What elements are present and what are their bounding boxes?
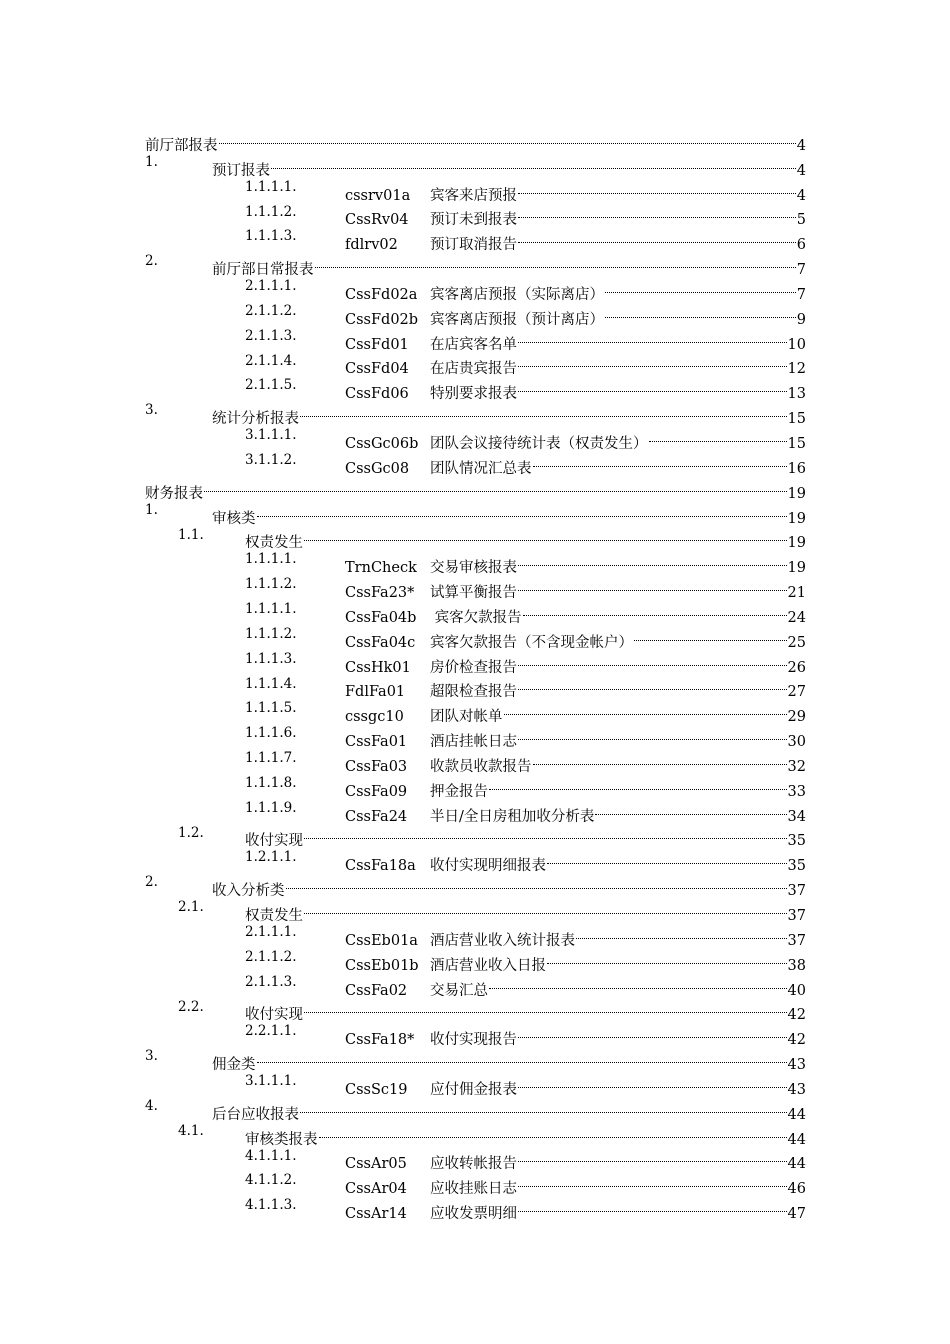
toc-entry-report-code: CssFa01 <box>345 734 408 751</box>
toc-entry[interactable] <box>0 721 950 751</box>
toc-entry-title: 前厅部日常报表 <box>212 262 314 279</box>
toc-dot-leader <box>547 945 787 970</box>
toc-entry-number: 3.1.1.1. <box>245 1073 297 1090</box>
toc-entry-report-code: CssRv04 <box>345 212 409 229</box>
toc-entry-page-number: 32 <box>787 758 806 775</box>
toc-entry-page-number: 9 <box>796 311 806 328</box>
toc-entry-number: 2.1.1.3. <box>245 973 297 990</box>
toc-entry[interactable] <box>0 547 950 577</box>
toc-entry-number: 2.1.1.4. <box>245 352 297 369</box>
toc-entry-report-code: CssAr04 <box>345 1181 407 1198</box>
toc-entry-number: 2.1.1.2. <box>245 948 297 965</box>
toc-entry[interactable] <box>0 224 950 254</box>
toc-entry-page-number: 6 <box>796 237 806 254</box>
toc-entry-report-code: CssFd02a <box>345 286 418 303</box>
toc-dot-leader <box>518 1144 787 1169</box>
toc-entry-number: 2.1. <box>178 899 204 916</box>
toc-entry-page-number: 37 <box>787 883 806 900</box>
toc-entry[interactable] <box>0 274 950 303</box>
toc-entry[interactable] <box>0 597 950 626</box>
toc-entry-page-number: 15 <box>787 411 806 428</box>
toc-entry-page-number: 35 <box>787 858 806 875</box>
toc-entry-number: 4. <box>145 1097 158 1114</box>
toc-entry-report-code: CssFd04 <box>345 361 409 378</box>
toc-entry-number: 4.1.1.3. <box>245 1197 297 1214</box>
toc-entry[interactable] <box>0 796 950 825</box>
toc-entry-report-code: CssGc08 <box>345 460 410 477</box>
toc-entry-page-number: 21 <box>787 585 806 602</box>
toc-entry[interactable] <box>0 125 950 154</box>
toc-entry-title: 半日/全日房租加收分析表 <box>430 808 595 825</box>
toc-entry[interactable] <box>0 423 950 452</box>
toc-entry-title: 房价检查报告 <box>430 659 517 676</box>
toc-entry[interactable] <box>0 175 950 204</box>
toc-entry-page-number: 4 <box>796 162 806 179</box>
toc-dot-leader <box>518 224 796 249</box>
toc-dot-leader <box>547 845 787 870</box>
toc-dot-leader <box>518 672 787 697</box>
toc-entry-title: 在店宾客名单 <box>430 336 517 353</box>
toc-dot-leader <box>649 423 787 448</box>
toc-entry-number: 1.1. <box>178 526 204 543</box>
toc-entry-number: 1.1.1.2. <box>245 203 297 220</box>
toc-entry-report-code: cssrv01a <box>345 187 411 204</box>
toc-entry-title: 宾客离店预报（预计离店） <box>430 311 604 328</box>
toc-entry[interactable] <box>0 1144 950 1173</box>
toc-entry-page-number: 29 <box>787 709 806 726</box>
toc-entry-report-code: CssFd02b <box>345 311 419 328</box>
toc-entry[interactable] <box>0 373 950 403</box>
toc-entry-page-number: 44 <box>787 1131 806 1148</box>
toc-entry-page-number: 13 <box>787 386 806 403</box>
toc-entry-number: 2. <box>145 253 158 270</box>
toc-entry-number: 4.1. <box>178 1122 204 1139</box>
toc-entry-page-number: 47 <box>787 1206 806 1223</box>
toc-entry[interactable] <box>0 498 950 527</box>
toc-entry-title: 权责发生 <box>245 908 303 924</box>
toc-entry-number: 1.1.1.9. <box>245 799 297 816</box>
toc-entry-title: 应付佣金报表 <box>430 1081 517 1098</box>
toc-entry-number: 2.1.1.3. <box>245 327 297 344</box>
toc-dot-leader <box>518 1193 787 1218</box>
toc-entry-page-number: 4 <box>796 137 806 154</box>
toc-dot-leader <box>523 597 787 622</box>
toc-entry-report-code: CssAr05 <box>345 1156 407 1173</box>
toc-entry-page-number: 19 <box>787 485 806 502</box>
toc-entry-title: 预订取消报告 <box>430 237 517 254</box>
toc-entry[interactable] <box>0 523 950 552</box>
toc-dot-leader <box>204 473 787 498</box>
toc-entry[interactable] <box>0 150 950 179</box>
toc-entry-title: 收付实现报告 <box>430 1032 517 1049</box>
toc-entry[interactable] <box>0 746 950 775</box>
toc-entry[interactable] <box>0 1094 950 1123</box>
toc-entry-page-number: 26 <box>787 659 806 676</box>
toc-dot-leader <box>518 175 796 200</box>
toc-dot-leader <box>518 200 796 225</box>
toc-dot-leader <box>518 349 787 374</box>
toc-dot-leader <box>286 870 787 895</box>
toc-entry-title: 团队对帐单 <box>430 709 503 726</box>
toc-entry-page-number: 42 <box>787 1032 806 1049</box>
toc-entry-title: 财务报表 <box>145 485 203 502</box>
toc-entry-line <box>345 1193 806 1227</box>
toc-entry[interactable] <box>0 1069 950 1098</box>
toc-entry-title: 收付实现明细报表 <box>430 858 546 875</box>
toc-entry-page-number: 43 <box>787 1081 806 1098</box>
toc-entry-page-number: 16 <box>787 460 806 477</box>
toc-entry-number: 2.2.1.1. <box>245 1023 297 1040</box>
toc-entry-number: 1.1.1.4. <box>245 675 297 692</box>
toc-entry[interactable] <box>0 1119 950 1148</box>
toc-dot-leader <box>518 721 787 746</box>
toc-entry-report-code: CssFa24 <box>345 808 408 825</box>
toc-entry-title: 交易汇总 <box>430 982 488 999</box>
toc-dot-leader <box>595 796 786 821</box>
toc-entry-report-code: CssFa04c <box>345 634 416 651</box>
toc-entry-report-code: CssFa18* <box>345 1032 415 1049</box>
toc-entry-title: 团队会议接待统计表（权责发生） <box>430 435 648 452</box>
toc-entry-page-number: 19 <box>787 560 806 577</box>
toc-entry-report-code: fdlrv02 <box>345 237 398 254</box>
toc-entry-page-number: 19 <box>787 510 806 527</box>
toc-entry-title: 后台应收报表 <box>212 1106 299 1123</box>
toc-entry-number: 1.1.1.6. <box>245 725 297 742</box>
toc-entry-number: 2. <box>145 874 158 891</box>
toc-entry-title: 交易审核报表 <box>430 560 517 577</box>
toc-entry-number: 2.2. <box>178 998 204 1015</box>
toc-entry-report-code: CssFa23* <box>345 585 415 602</box>
toc-entry-number: 1.1.1.3. <box>245 228 297 245</box>
toc-entry[interactable] <box>0 622 950 651</box>
toc-entry-number: 1.1.1.2. <box>245 576 297 593</box>
table-of-contents <box>0 125 950 1223</box>
toc-entry-title: 试算平衡报告 <box>430 585 517 602</box>
toc-dot-leader <box>518 1168 787 1193</box>
toc-entry-title: 前厅部报表 <box>145 137 218 154</box>
toc-entry[interactable] <box>0 473 950 502</box>
toc-entry-number: 1.1.1.5. <box>245 700 297 717</box>
toc-entry-number: 1. <box>145 501 158 518</box>
toc-entry[interactable] <box>0 448 950 477</box>
toc-dot-leader <box>300 398 787 423</box>
toc-entry-number: 3. <box>145 1048 158 1065</box>
toc-entry-number: 1.1.1.3. <box>245 650 297 667</box>
toc-entry-page-number: 12 <box>787 361 806 378</box>
toc-entry-page-number: 7 <box>796 262 806 279</box>
toc-dot-leader <box>315 249 796 274</box>
toc-entry[interactable] <box>0 821 950 850</box>
toc-entry-title: 权责发生 <box>245 535 303 552</box>
toc-entry-page-number: 37 <box>787 932 806 949</box>
toc-entry-report-code: FdlFa01 <box>345 684 406 701</box>
toc-dot-leader <box>257 1044 787 1069</box>
toc-entry[interactable] <box>0 1193 950 1223</box>
toc-entry-number: 1.1.1.8. <box>245 774 297 791</box>
toc-entry-title: 收入分析类 <box>212 883 285 900</box>
toc-entry-number: 2.1.1.1. <box>245 278 297 295</box>
toc-entry-title: 应收发票明细 <box>430 1206 517 1223</box>
toc-entry-page-number: 40 <box>787 982 806 999</box>
toc-entry-title: 超限检查报告 <box>430 684 517 701</box>
toc-entry-number: 1.1.1.1. <box>245 178 297 195</box>
toc-entry-title: 酒店挂帐日志 <box>430 734 517 751</box>
toc-dot-leader <box>304 895 787 920</box>
toc-entry-page-number: 38 <box>787 957 806 974</box>
toc-entry-number: 4.1.1.1. <box>245 1147 297 1164</box>
toc-entry-page-number: 44 <box>787 1156 806 1173</box>
toc-entry-title: 酒店营业收入日报 <box>430 957 546 974</box>
toc-dot-leader <box>605 274 796 299</box>
toc-entry-title: 应收挂账日志 <box>430 1181 517 1198</box>
toc-entry-title: 团队情况汇总表 <box>430 460 532 477</box>
toc-dot-leader <box>605 299 796 324</box>
toc-dot-leader <box>304 995 787 1020</box>
toc-entry-report-code: CssFa02 <box>345 982 408 999</box>
toc-entry-page-number: 25 <box>787 634 806 651</box>
toc-dot-leader <box>533 746 787 771</box>
toc-entry-title: 应收转帐报告 <box>430 1156 517 1173</box>
toc-entry-page-number: 42 <box>787 1007 806 1024</box>
toc-dot-leader <box>219 125 796 150</box>
toc-dot-leader <box>319 1119 787 1144</box>
toc-dot-leader <box>504 696 787 721</box>
toc-entry-report-code: CssFd06 <box>345 386 409 403</box>
toc-dot-leader <box>489 970 787 995</box>
toc-entry-page-number: 4 <box>796 187 806 204</box>
toc-entry[interactable] <box>0 870 950 900</box>
toc-entry-number: 1.1.1.2. <box>245 625 297 642</box>
toc-entry[interactable] <box>0 572 950 602</box>
toc-entry-page-number: 46 <box>787 1181 806 1198</box>
toc-entry-number: 1.1.1.1. <box>245 601 297 618</box>
toc-entry-page-number: 35 <box>787 833 806 850</box>
toc-entry-title: 收付实现 <box>245 1007 303 1024</box>
toc-entry-report-code: CssFd01 <box>345 336 409 353</box>
toc-entry[interactable] <box>0 349 950 378</box>
toc-entry-title: 收款员收款报告 <box>430 758 532 775</box>
toc-dot-leader <box>304 523 787 548</box>
toc-dot-leader <box>518 572 787 597</box>
toc-entry-page-number: 7 <box>796 286 806 303</box>
toc-dot-leader <box>257 498 787 523</box>
toc-entry[interactable] <box>0 920 950 949</box>
toc-entry-title: 审核类 <box>212 510 256 527</box>
toc-entry-report-code: CssEb01a <box>345 932 418 949</box>
toc-entry-report-code: CssEb01b <box>345 957 419 974</box>
toc-dot-leader <box>518 373 787 398</box>
toc-dot-leader <box>518 1069 787 1094</box>
toc-entry-page-number: 43 <box>787 1057 806 1074</box>
toc-entry-report-code: CssAr14 <box>345 1206 407 1223</box>
toc-entry[interactable] <box>0 771 950 800</box>
toc-entry-page-number: 33 <box>787 783 806 800</box>
toc-entry-number: 1.2. <box>178 824 204 841</box>
toc-dot-leader <box>518 324 787 349</box>
toc-entry[interactable] <box>0 1044 950 1074</box>
toc-entry-number: 1.1.1.1. <box>245 551 297 568</box>
toc-entry-number: 1.2.1.1. <box>245 849 297 866</box>
toc-entry[interactable] <box>0 200 950 229</box>
toc-entry-page-number: 30 <box>787 734 806 751</box>
toc-entry-title: 预订报表 <box>212 162 270 179</box>
toc-entry-number: 3. <box>145 402 158 419</box>
toc-entry[interactable] <box>0 398 950 428</box>
toc-entry[interactable] <box>0 995 950 1024</box>
toc-dot-leader <box>304 821 787 846</box>
toc-entry[interactable] <box>0 249 950 279</box>
toc-entry-title: 押金报告 <box>430 783 488 800</box>
toc-entry-page-number: 15 <box>787 435 806 452</box>
toc-entry-title: 宾客来店预报 <box>430 187 517 204</box>
toc-entry-page-number: 27 <box>787 684 806 701</box>
toc-entry[interactable] <box>0 895 950 924</box>
toc-entry-page-number: 44 <box>787 1106 806 1123</box>
toc-dot-leader <box>271 150 796 175</box>
toc-entry[interactable] <box>0 647 950 676</box>
toc-entry-page-number: 24 <box>787 609 806 626</box>
toc-entry-title: 宾客离店预报（实际离店） <box>430 286 604 303</box>
toc-entry[interactable] <box>0 696 950 726</box>
toc-dot-leader <box>634 622 787 647</box>
toc-entry-number: 1. <box>145 153 158 170</box>
toc-dot-leader <box>300 1094 787 1119</box>
toc-entry-number: 2.1.1.1. <box>245 924 297 940</box>
toc-dot-leader <box>518 547 787 572</box>
toc-dot-leader <box>576 920 787 945</box>
toc-entry-page-number: 10 <box>787 336 806 353</box>
toc-entry-title: 宾客欠款报告 <box>430 609 522 626</box>
toc-dot-leader <box>489 771 787 796</box>
toc-entry-report-code: TrnCheck <box>345 560 417 577</box>
toc-entry-report-code: CssGc06b <box>345 435 419 452</box>
toc-entry-report-code: cssgc10 <box>345 709 404 726</box>
toc-entry-title: 统计分析报表 <box>212 411 299 428</box>
toc-entry-title: 收付实现 <box>245 833 303 850</box>
toc-entry-page-number: 5 <box>796 212 806 229</box>
toc-entry-number: 2.1.1.2. <box>245 302 297 319</box>
toc-dot-leader <box>518 647 787 672</box>
toc-entry-title: 在店贵宾报告 <box>430 361 517 378</box>
toc-entry[interactable] <box>0 970 950 999</box>
toc-dot-leader <box>518 1019 787 1044</box>
toc-entry-number: 1.1.1.7. <box>245 750 297 767</box>
toc-dot-leader <box>533 448 787 473</box>
toc-entry-title: 佣金类 <box>212 1057 256 1074</box>
toc-entry-title: 预订未到报表 <box>430 212 517 229</box>
toc-entry[interactable] <box>0 672 950 701</box>
toc-entry[interactable] <box>0 299 950 328</box>
toc-entry[interactable] <box>0 324 950 353</box>
toc-entry-title: 特别要求报表 <box>430 386 517 403</box>
toc-entry-number: 3.1.1.2. <box>245 451 297 468</box>
toc-entry-number: 2.1.1.5. <box>245 377 297 394</box>
toc-entry-report-code: CssFa04b <box>345 609 417 626</box>
toc-entry[interactable] <box>0 845 950 875</box>
toc-entry-page-number: 34 <box>787 808 806 825</box>
toc-entry[interactable] <box>0 945 950 974</box>
toc-entry-page-number: 19 <box>787 535 806 552</box>
toc-entry-number: 3.1.1.1. <box>245 427 297 444</box>
toc-entry-number: 4.1.1.2. <box>245 1172 297 1189</box>
toc-entry[interactable] <box>0 1168 950 1198</box>
toc-entry-page-number: 37 <box>787 908 806 924</box>
toc-entry-title: 宾客欠款报告（不含现金帐户） <box>430 634 633 651</box>
toc-entry-report-code: CssFa09 <box>345 783 408 800</box>
toc-entry-title: 审核类报表 <box>245 1131 318 1148</box>
toc-entry[interactable] <box>0 1019 950 1049</box>
toc-entry-title: 酒店营业收入统计报表 <box>430 932 575 949</box>
toc-entry-report-code: CssSc19 <box>345 1081 408 1098</box>
toc-entry-report-code: CssFa03 <box>345 758 408 775</box>
toc-entry-report-code: CssHk01 <box>345 659 411 676</box>
toc-entry-report-code: CssFa18a <box>345 858 416 875</box>
